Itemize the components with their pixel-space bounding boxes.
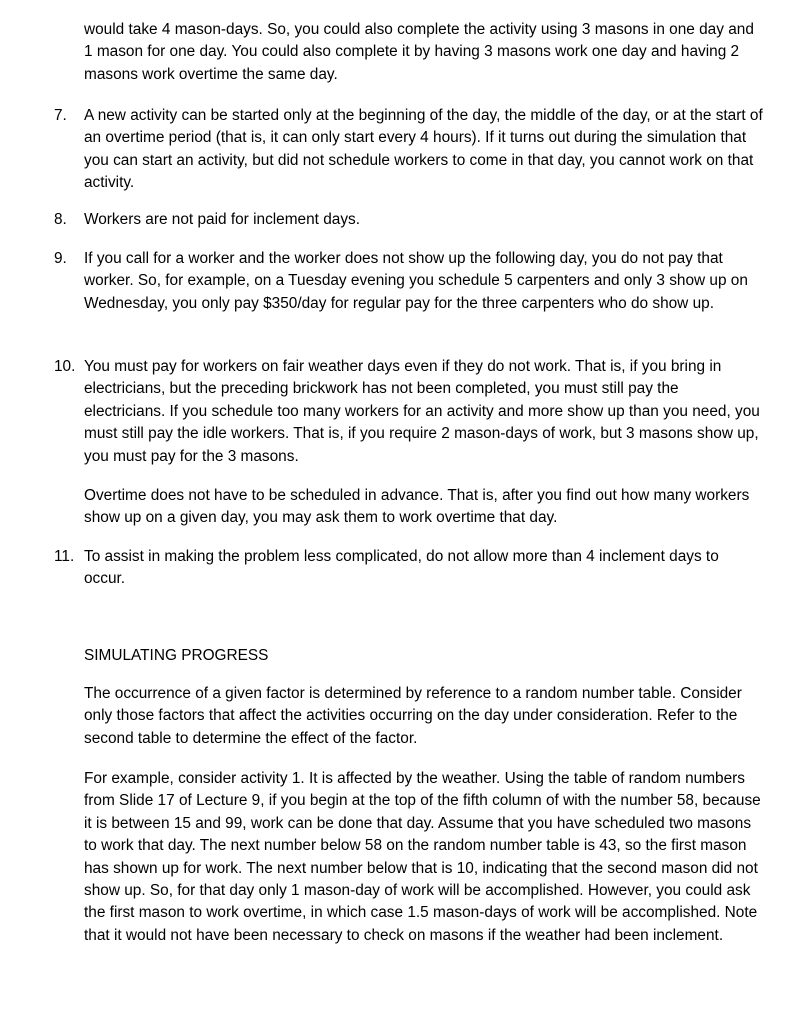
list-item-number: 11. [54, 548, 75, 565]
list-item-8 [54, 209, 764, 231]
section-heading: SIMULATING PROGRESS [84, 647, 269, 664]
continuation-paragraph: would take 4 mason-days. So, you could also complete the activity using 3 masons in one day and 1 mason for one day. You could also complete it by having 3 masons work one day and having 2 masons work overtime the same day. [84, 21, 754, 83]
list-item-number: 7. [54, 107, 67, 124]
list-item-number: 8. [54, 211, 67, 228]
section-paragraph: The occurrence of a given factor is determined by reference to a random number table. Consider only those factors that affect the activities occurring on the day under consideration. Refer to the second table to determine the effect of the factor. [84, 685, 742, 747]
list-item-text: You must pay for workers on fair weather days even if they do not work. That is, if you bring in electricians, but the preceding brickwork has not been completed, you must still pay the electricians. If you schedule too many workers for an activity and more show up than you need, you must still pay the idle workers. That is, if you require 2 mason-days of work, but 3 masons show up, you must pay for the 3 masons. [84, 358, 760, 465]
list-item-number: 10. [54, 358, 76, 375]
list-item-9 [54, 248, 764, 315]
list-item-number: 9. [54, 250, 67, 267]
list-item-text: To assist in making the problem less complicated, do not allow more than 4 inclement days to occur. [84, 548, 719, 588]
list-item-11 [54, 546, 764, 591]
list-item-text: If you call for a worker and the worker does not show up the following day, you do not pay that worker. So, for example, on a Tuesday evening you schedule 5 carpenters and only 3 show up on Wednesday, you only pay $350/day for regular pay for the three carpenters who do show up. [84, 250, 748, 312]
list-item-text: A new activity can be started only at the beginning of the day, the middle of the day, or at the start of an overtime period (that is, it can only start every 4 hours). If it turns out during the simulation that you can start an activity, but did not schedule workers to come in that day, you cannot work on that activity. [84, 107, 763, 192]
list-item-text: Workers are not paid for inclement days. [84, 211, 361, 228]
overtime-note: Overtime does not have to be scheduled in advance. That is, after you find out how many workers show up on a given day, you may ask them to work overtime that day. [84, 487, 750, 527]
section-paragraph: For example, consider activity 1. It is affected by the weather. Using the table of random numbers from Slide 17 of Lecture 9, if you begin at the top of the fifth column of with the number 58, because it is between 15 and 99, work can be done that day. Assume that you have scheduled two masons to work that day. The next number below 58 on the random number table is 43, so the first mason has shown up for work. The next number below that is 10, indicating that the second mason did not show up. So, for that day only 1 mason-day of work will be accomplished. However, you could ask the first mason to work overtime, in which case 1.5 mason-days of work will be accomplished. Note that it would not have been necessary to check on masons if the weather had been inclement. [84, 770, 761, 944]
list-item-7 [54, 105, 764, 195]
list-item-10 [54, 356, 764, 468]
